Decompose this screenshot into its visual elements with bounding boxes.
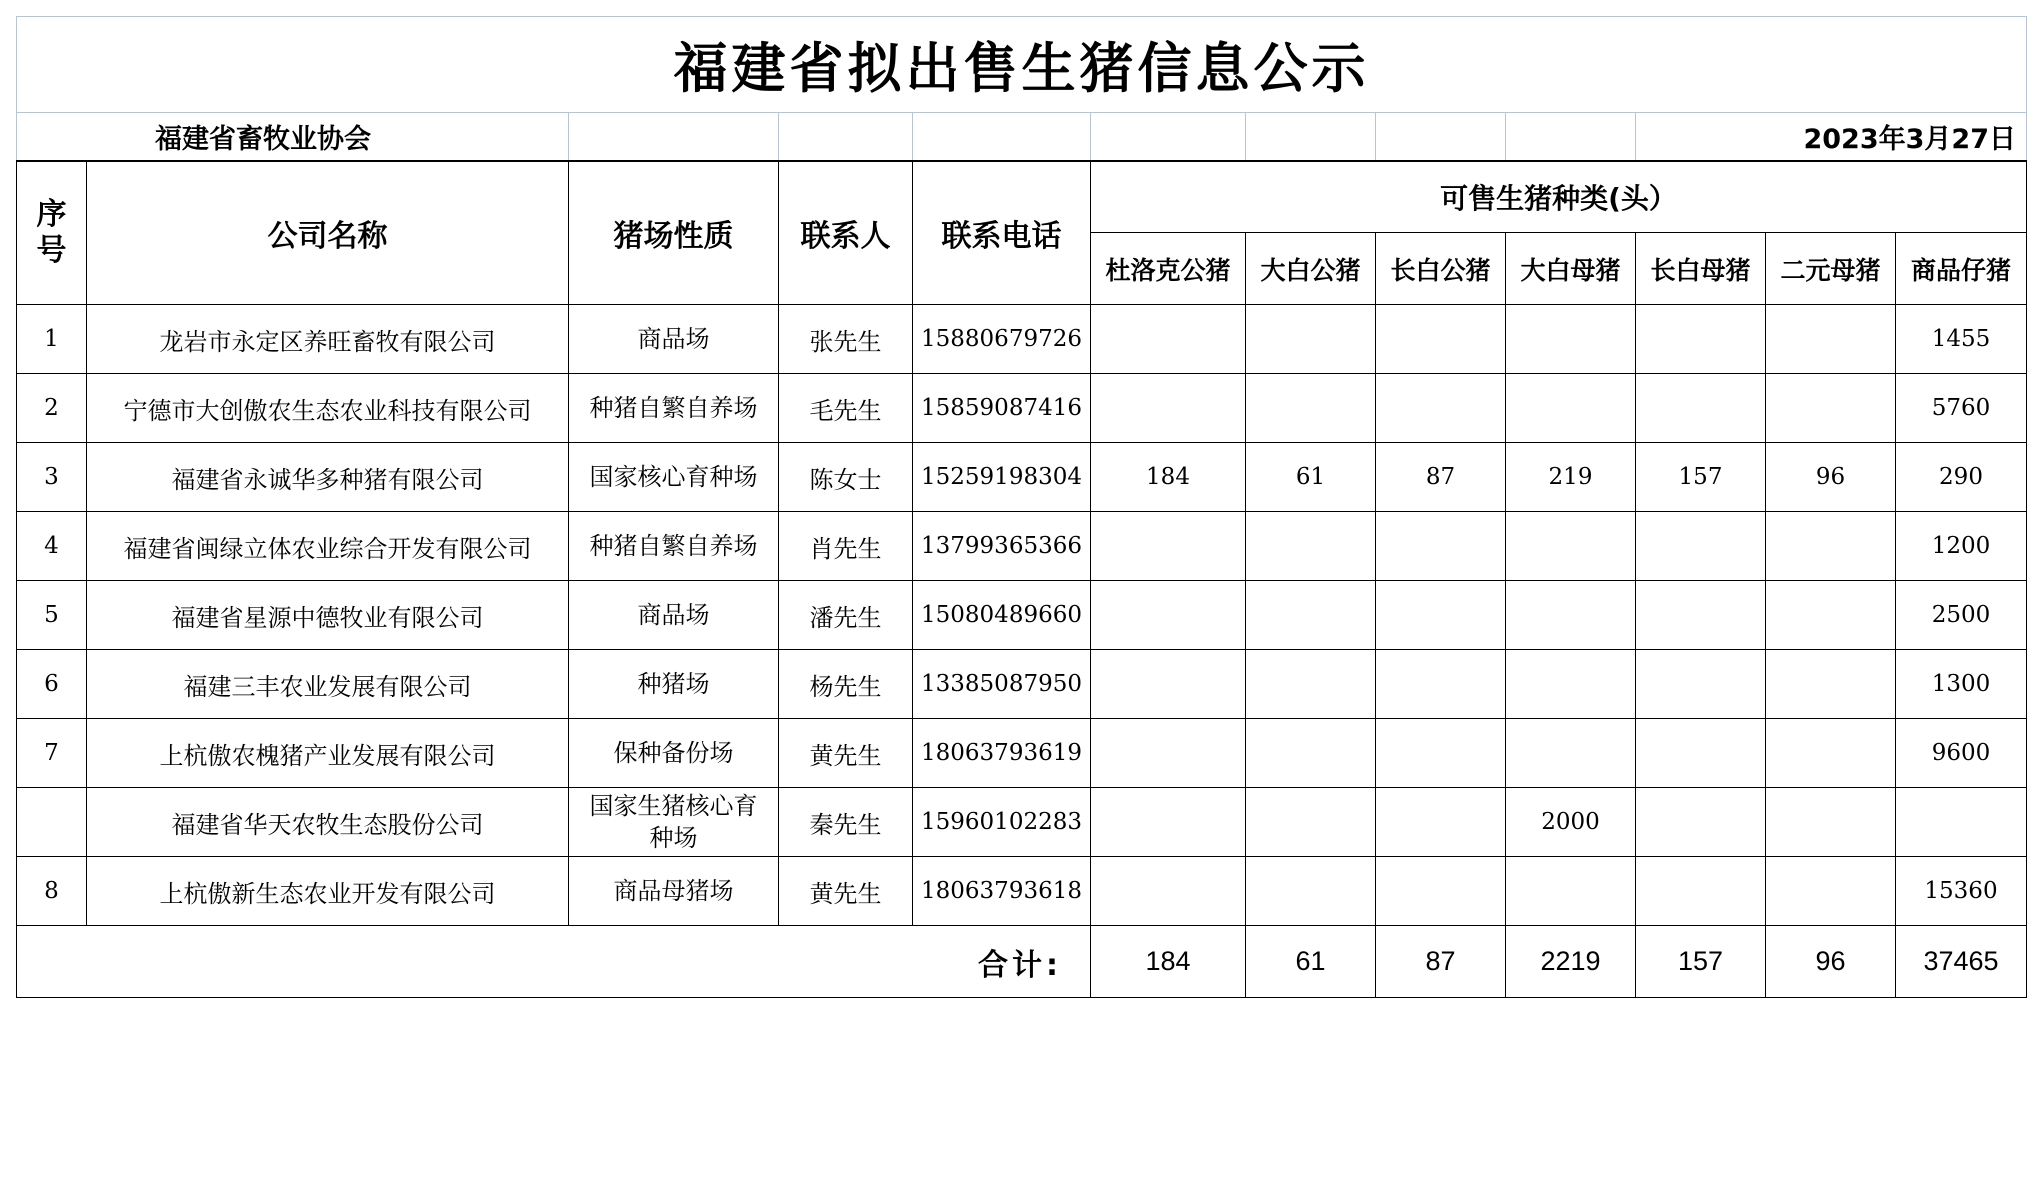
row-farm-type-line2: 种场 xyxy=(649,824,698,852)
total-crossbred-sow: 96 xyxy=(1766,926,1896,998)
meta-empty-cell xyxy=(1246,113,1376,161)
table-row xyxy=(17,857,2027,926)
row-count-commercial-piglet: 9600 xyxy=(1896,719,2027,788)
row-count-large-white-sow xyxy=(1506,512,1636,581)
row-count-commercial-piglet: 1200 xyxy=(1896,512,2027,581)
meta-empty-cell xyxy=(1376,113,1506,161)
row-company: 龙岩市永定区养旺畜牧有限公司 xyxy=(87,305,569,374)
row-count-crossbred-sow xyxy=(1766,374,1896,443)
table-row xyxy=(17,443,2027,512)
row-count-landrace-sow: 157 xyxy=(1636,443,1766,512)
total-landrace-sow: 157 xyxy=(1636,926,1766,998)
row-farm-type-line1: 种猪自繁自养场 xyxy=(589,532,758,560)
row-count-large-white-sow xyxy=(1506,719,1636,788)
row-farm-type xyxy=(569,719,779,788)
row-count-landrace-boar xyxy=(1376,305,1506,374)
row-farm-type-line1: 种猪场 xyxy=(637,670,710,698)
row-count-large-white-boar xyxy=(1246,719,1376,788)
row-count-crossbred-sow xyxy=(1766,650,1896,719)
row-count-duroc-boar xyxy=(1091,581,1246,650)
row-contact: 陈女士 xyxy=(779,443,913,512)
total-commercial-piglet: 37465 xyxy=(1896,926,2027,998)
header-pig-types-group: 可售生猪种类(头） xyxy=(1091,161,2027,233)
row-count-large-white-boar xyxy=(1246,788,1376,857)
row-count-duroc-boar xyxy=(1091,305,1246,374)
row-count-large-white-boar: 61 xyxy=(1246,443,1376,512)
row-count-landrace-sow xyxy=(1636,374,1766,443)
row-count-landrace-sow xyxy=(1636,719,1766,788)
header-seq xyxy=(17,161,87,305)
row-contact: 黄先生 xyxy=(779,719,913,788)
row-farm-type-line1: 保种备份场 xyxy=(613,739,734,767)
row-company: 福建省永诚华多种猪有限公司 xyxy=(87,443,569,512)
header-type-crossbred-sow: 二元母猪 xyxy=(1766,233,1896,305)
row-seq xyxy=(17,788,87,857)
row-count-large-white-sow xyxy=(1506,374,1636,443)
table-row xyxy=(17,512,2027,581)
row-count-landrace-sow xyxy=(1636,305,1766,374)
organization-name: 福建省畜牧业协会 xyxy=(17,113,569,161)
row-phone: 18063793618 xyxy=(913,857,1091,926)
row-count-large-white-sow: 219 xyxy=(1506,443,1636,512)
row-count-landrace-sow xyxy=(1636,857,1766,926)
row-count-large-white-sow xyxy=(1506,581,1636,650)
row-count-landrace-boar xyxy=(1376,788,1506,857)
publish-date: 2023年3月27日 xyxy=(1636,113,2027,161)
row-phone: 15859087416 xyxy=(913,374,1091,443)
row-count-crossbred-sow xyxy=(1766,305,1896,374)
total-label: 合计: xyxy=(17,926,1091,998)
row-count-commercial-piglet: 2500 xyxy=(1896,581,2027,650)
row-phone: 15960102283 xyxy=(913,788,1091,857)
header-farm-type: 猪场性质 xyxy=(569,161,779,305)
row-phone: 15259198304 xyxy=(913,443,1091,512)
row-phone: 13799365366 xyxy=(913,512,1091,581)
row-seq: 7 xyxy=(17,719,87,788)
row-farm-type-line1: 国家生猪核心育 xyxy=(589,792,758,820)
row-count-duroc-boar xyxy=(1091,512,1246,581)
row-count-crossbred-sow xyxy=(1766,719,1896,788)
row-count-large-white-boar xyxy=(1246,305,1376,374)
row-seq: 6 xyxy=(17,650,87,719)
row-phone: 18063793619 xyxy=(913,719,1091,788)
row-company: 宁德市大创傲农生态农业科技有限公司 xyxy=(87,374,569,443)
row-count-commercial-piglet: 1455 xyxy=(1896,305,2027,374)
row-company: 福建省闽绿立体农业综合开发有限公司 xyxy=(87,512,569,581)
total-large-white-sow: 2219 xyxy=(1506,926,1636,998)
table-row xyxy=(17,581,2027,650)
row-seq: 8 xyxy=(17,857,87,926)
row-count-landrace-sow xyxy=(1636,581,1766,650)
row-company: 福建三丰农业发展有限公司 xyxy=(87,650,569,719)
meta-empty-cell xyxy=(913,113,1091,161)
table-row xyxy=(17,374,2027,443)
row-count-duroc-boar xyxy=(1091,857,1246,926)
total-large-white-boar: 61 xyxy=(1246,926,1376,998)
pig-sales-table xyxy=(16,16,2027,998)
row-count-large-white-sow xyxy=(1506,305,1636,374)
row-seq: 4 xyxy=(17,512,87,581)
row-contact: 秦先生 xyxy=(779,788,913,857)
row-count-large-white-sow xyxy=(1506,857,1636,926)
row-farm-type xyxy=(569,581,779,650)
header-contact: 联系人 xyxy=(779,161,913,305)
row-count-commercial-piglet: 5760 xyxy=(1896,374,2027,443)
row-company: 上杭傲新生态农业开发有限公司 xyxy=(87,857,569,926)
row-farm-type-line1: 国家核心育种场 xyxy=(589,463,758,491)
row-count-duroc-boar xyxy=(1091,650,1246,719)
row-count-landrace-boar xyxy=(1376,719,1506,788)
row-count-landrace-boar xyxy=(1376,512,1506,581)
row-farm-type xyxy=(569,512,779,581)
row-company: 上杭傲农槐猪产业发展有限公司 xyxy=(87,719,569,788)
row-count-landrace-sow xyxy=(1636,512,1766,581)
row-count-duroc-boar xyxy=(1091,374,1246,443)
row-farm-type xyxy=(569,650,779,719)
table-row xyxy=(17,788,2027,857)
row-phone: 15080489660 xyxy=(913,581,1091,650)
total-duroc-boar: 184 xyxy=(1091,926,1246,998)
row-seq: 1 xyxy=(17,305,87,374)
row-company: 福建省华天农牧生态股份公司 xyxy=(87,788,569,857)
header-type-duroc-boar: 杜洛克公猪 xyxy=(1091,233,1246,305)
row-farm-type-line1: 商品母猪场 xyxy=(613,877,734,905)
row-count-duroc-boar xyxy=(1091,719,1246,788)
row-farm-type xyxy=(569,788,779,857)
header-company: 公司名称 xyxy=(87,161,569,305)
row-count-landrace-boar xyxy=(1376,650,1506,719)
meta-empty-cell xyxy=(569,113,779,161)
row-contact: 黄先生 xyxy=(779,857,913,926)
row-contact: 毛先生 xyxy=(779,374,913,443)
row-count-large-white-boar xyxy=(1246,512,1376,581)
row-count-commercial-piglet xyxy=(1896,788,2027,857)
header-seq-line2: 号 xyxy=(36,232,67,268)
row-count-commercial-piglet: 290 xyxy=(1896,443,2027,512)
row-seq: 5 xyxy=(17,581,87,650)
row-count-large-white-boar xyxy=(1246,581,1376,650)
row-count-commercial-piglet: 15360 xyxy=(1896,857,2027,926)
row-count-large-white-boar xyxy=(1246,650,1376,719)
row-farm-type-line1: 商品场 xyxy=(637,601,710,629)
meta-empty-cell xyxy=(1091,113,1246,161)
header-type-landrace-sow: 长白母猪 xyxy=(1636,233,1766,305)
row-count-large-white-sow xyxy=(1506,650,1636,719)
table-row xyxy=(17,305,2027,374)
row-contact: 肖先生 xyxy=(779,512,913,581)
row-farm-type xyxy=(569,305,779,374)
header-type-landrace-boar: 长白公猪 xyxy=(1376,233,1506,305)
header-seq-line1: 序 xyxy=(36,196,67,232)
row-seq: 2 xyxy=(17,374,87,443)
row-count-landrace-boar xyxy=(1376,857,1506,926)
row-seq: 3 xyxy=(17,443,87,512)
row-farm-type-line1: 商品场 xyxy=(637,325,710,353)
row-count-crossbred-sow xyxy=(1766,512,1896,581)
table-row xyxy=(17,719,2027,788)
row-contact: 张先生 xyxy=(779,305,913,374)
row-count-landrace-boar: 87 xyxy=(1376,443,1506,512)
header-phone: 联系电话 xyxy=(913,161,1091,305)
row-contact: 潘先生 xyxy=(779,581,913,650)
meta-empty-cell xyxy=(1506,113,1636,161)
page-title: 福建省拟出售生猪信息公示 xyxy=(17,17,2027,113)
row-count-landrace-sow xyxy=(1636,650,1766,719)
row-count-landrace-boar xyxy=(1376,581,1506,650)
meta-empty-cell xyxy=(779,113,913,161)
row-count-large-white-sow: 2000 xyxy=(1506,788,1636,857)
row-count-crossbred-sow: 96 xyxy=(1766,443,1896,512)
row-count-large-white-boar xyxy=(1246,857,1376,926)
row-farm-type-line1: 种猪自繁自养场 xyxy=(589,394,758,422)
row-phone: 13385087950 xyxy=(913,650,1091,719)
row-count-crossbred-sow xyxy=(1766,581,1896,650)
row-contact: 杨先生 xyxy=(779,650,913,719)
row-company: 福建省星源中德牧业有限公司 xyxy=(87,581,569,650)
row-count-large-white-boar xyxy=(1246,374,1376,443)
row-farm-type xyxy=(569,374,779,443)
row-phone: 15880679726 xyxy=(913,305,1091,374)
row-count-crossbred-sow xyxy=(1766,788,1896,857)
row-farm-type xyxy=(569,857,779,926)
row-count-landrace-boar xyxy=(1376,374,1506,443)
header-type-large-white-boar: 大白公猪 xyxy=(1246,233,1376,305)
header-type-large-white-sow: 大白母猪 xyxy=(1506,233,1636,305)
table-row xyxy=(17,650,2027,719)
row-count-landrace-sow xyxy=(1636,788,1766,857)
row-count-duroc-boar: 184 xyxy=(1091,443,1246,512)
row-count-duroc-boar xyxy=(1091,788,1246,857)
total-landrace-boar: 87 xyxy=(1376,926,1506,998)
row-farm-type xyxy=(569,443,779,512)
row-count-crossbred-sow xyxy=(1766,857,1896,926)
row-count-commercial-piglet: 1300 xyxy=(1896,650,2027,719)
header-type-commercial-piglet: 商品仔猪 xyxy=(1896,233,2027,305)
